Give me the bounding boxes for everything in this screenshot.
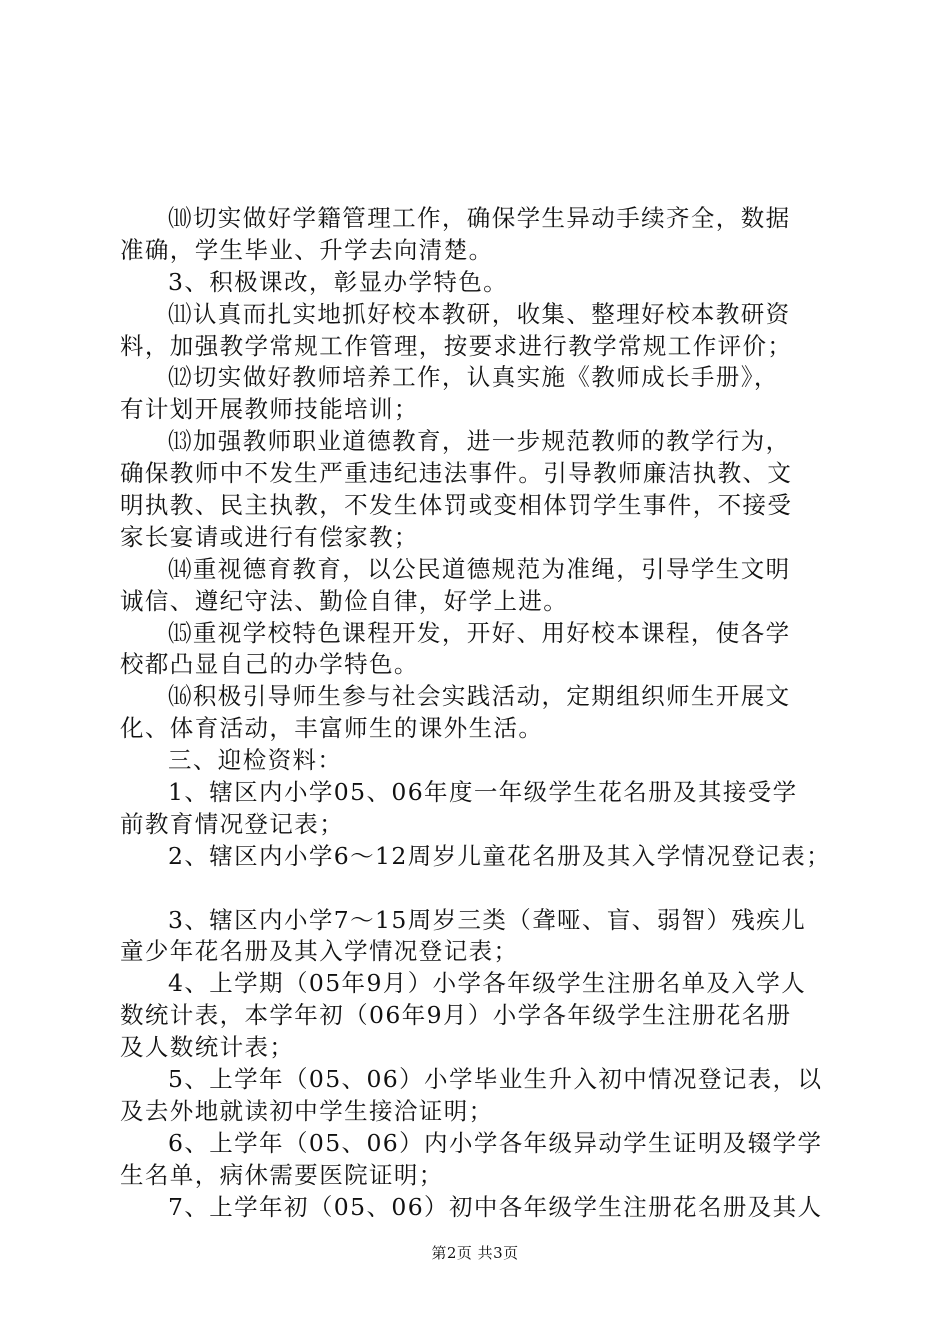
paragraph-10-line-2: 准确，学生毕业、升学去向清楚。 [120,235,494,264]
paragraph-14-line-1: ⒁重视德育教育，以公民道德规范为准绳，引导学生文明 [168,554,791,583]
material-4-line-2: 数统计表，本学年初（06年9月）小学各年级学生注册花名册 [120,1001,792,1030]
material-1-line-1: 1、辖区内小学05、06年度一年级学生花名册及其接受学 [168,778,798,807]
paragraph-15-line-1: ⒂重视学校特色课程开发，开好、用好校本课程，使各学 [168,618,791,647]
paragraph-13-line-3: 明执教、民主执教，不发生体罚或变相体罚学生事件，不接受 [120,491,793,520]
material-5-line-1: 5、上学年（05、06）小学毕业生升入初中情况登记表，以 [168,1065,823,1094]
material-4-line-3: 及人数统计表； [120,1033,295,1062]
paragraph-12-line-2: 有计划开展教师技能培训； [120,395,419,424]
paragraph-13-line-1: ⒀加强教师职业道德教育，进一步规范教师的教学行为， [168,427,791,456]
paragraph-11-line-2: 料，加强教学常规工作管理，按要求进行教学常规工作评价； [120,331,793,360]
material-7-line-1: 7、上学年初（05、06）初中各年级学生注册花名册及其人 [168,1192,823,1221]
blank-line [120,873,832,905]
paragraph-16-line-2: 化、体育活动，丰富师生的课外生活。 [120,714,544,743]
material-1-line-2: 前教育情况登记表； [120,809,345,838]
document-body [120,203,832,1224]
material-3-line-1: 3、辖区内小学7～15周岁三类（聋哑、盲、弱智）残疾儿 [168,905,807,934]
material-6-line-1: 6、上学年（05、06）内小学各年级异动学生证明及辍学学 [168,1128,823,1157]
paragraph-13-line-2: 确保教师中不发生严重违纪违法事件。引导教师廉洁执教、文 [120,459,793,488]
paragraph-15-line-2: 校都凸显自己的办学特色。 [120,650,419,679]
paragraph-13-line-4: 家长宴请或进行有偿家教； [120,522,419,551]
material-6-line-2: 生名单，病休需要医院证明； [120,1160,444,1189]
material-5-line-2: 及去外地就读初中学生接洽证明； [120,1096,494,1125]
section-three-heading: 三、迎检资料： [168,746,343,775]
page-number-footer: 第2页 共3页 [431,1244,519,1262]
section-3-heading: 3、积极课改，彰显办学特色。 [168,267,509,296]
paragraph-14-line-2: 诚信、遵纪守法、勤俭自律，好学上进。 [120,586,569,615]
material-4-line-1: 4、上学期（05年9月）小学各年级学生注册名单及入学人 [168,969,807,998]
paragraph-16-line-1: ⒃积极引导师生参与社会实践活动，定期组织师生开展文 [168,682,791,711]
material-3-line-2: 童少年花名册及其入学情况登记表； [120,937,519,966]
paragraph-10-line-1: ⑽切实做好学籍管理工作，确保学生异动手续齐全，数据 [168,204,791,232]
material-2-line-1: 2、辖区内小学6～12周岁儿童花名册及其入学情况登记表； [168,841,832,870]
paragraph-11-line-1: ⑾认真而扎实地抓好校本教研，收集、整理好校本教研资 [168,299,791,328]
paragraph-12-line-1: ⑿切实做好教师培养工作，认真实施《教师成长手册》， [168,363,779,392]
